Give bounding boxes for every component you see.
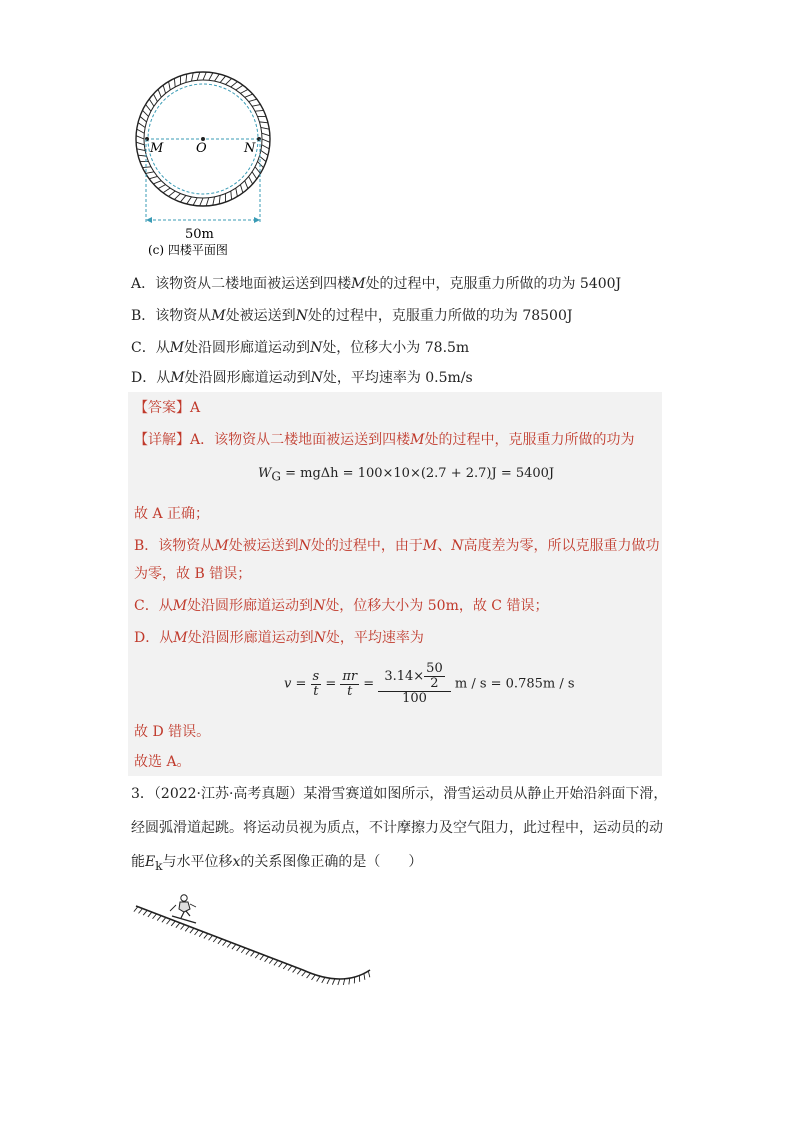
final-answer: 故选 A。 <box>134 754 191 770</box>
detail-B-line1: B．该物资从M处被运送到N处的过程中，由于M、N高度差为零，所以克服重力做功 <box>134 538 660 554</box>
dimension-label: 50m <box>185 227 214 242</box>
arrow-left-icon <box>146 217 152 223</box>
formula-speed: v = $\frac{s}{t}$ = $\frac{\pi r}{t}$ = 3.14× $\frac{50}{2}$ 100 m / s = 0.785m / s <box>284 661 575 706</box>
formula-work: $W_G = mg\Delta h = 100\times 10\times(2.7 + 2.7)J = 5400J$ <box>258 466 555 484</box>
detail-A-line: 【详解】A．该物资从二楼地面被运送到四楼M处的过程中，克服重力所做的功为 <box>134 432 635 448</box>
detail-B-line2: 为零，故 B 错误； <box>134 566 252 582</box>
option-C[interactable]: C．从M处沿圆形廊道运动到N处，位移大小为 78.5m <box>131 340 470 356</box>
frac-s-t: $\frac{s}{t}$ <box>312 668 320 699</box>
answer-line <box>134 398 200 418</box>
slope-curve <box>136 906 370 979</box>
frac-pir-t: $\frac{\pi r}{t}$ <box>342 668 358 699</box>
frac-numeric: 3.14× $\frac{50}{2}$ 100 <box>378 662 450 706</box>
detail-D-line: D．从M处沿圆形廊道运动到N处，平均速率为 <box>134 630 424 646</box>
ski-slope-figure <box>128 888 378 1003</box>
label-M: M <box>150 141 164 156</box>
arrow-right-icon <box>254 217 260 223</box>
frac-50-2: $\frac{50}{2}$ <box>426 661 443 691</box>
label-N: N <box>244 141 256 156</box>
conclusion-A: 故 A 正确； <box>134 506 210 522</box>
q3-line3: 能$E_k$与水平位移x的关系图像正确的是（ ） <box>131 854 423 873</box>
floor-plan-figure <box>128 64 278 264</box>
figure-caption: (c) 四楼平面图 <box>148 243 228 257</box>
label-O: O <box>196 141 207 156</box>
detail-label: 【详解】 <box>134 432 190 448</box>
answer-label: 【答案】 <box>134 400 190 416</box>
q3-line1: 3．（2022·江苏·高考真题）某滑雪赛道如图所示，滑雪运动员从静止开始沿斜面下滑， <box>131 786 668 802</box>
conclusion-D: 故 D 错误。 <box>134 724 211 740</box>
option-B[interactable]: B．该物资从M处被运送到N处的过程中，克服重力所做的功为 78500J <box>131 308 573 324</box>
option-D[interactable]: D．从M处沿圆形廊道运动到N处，平均速率为 0.5m/s <box>131 370 473 386</box>
answer-value: A <box>190 400 201 416</box>
q3-line2: 经圆弧滑道起跳。将运动员视为质点，不计摩擦力及空气阻力，此过程中，运动员的动 <box>131 820 663 836</box>
skier-icon <box>170 895 196 923</box>
detail-C-line: C．从M处沿圆形廊道运动到N处，位移大小为 50m，故 C 错误； <box>134 598 549 614</box>
option-A[interactable]: A．该物资从二楼地面被运送到四楼M处的过程中，克服重力所做的功为 5400J <box>131 276 622 292</box>
